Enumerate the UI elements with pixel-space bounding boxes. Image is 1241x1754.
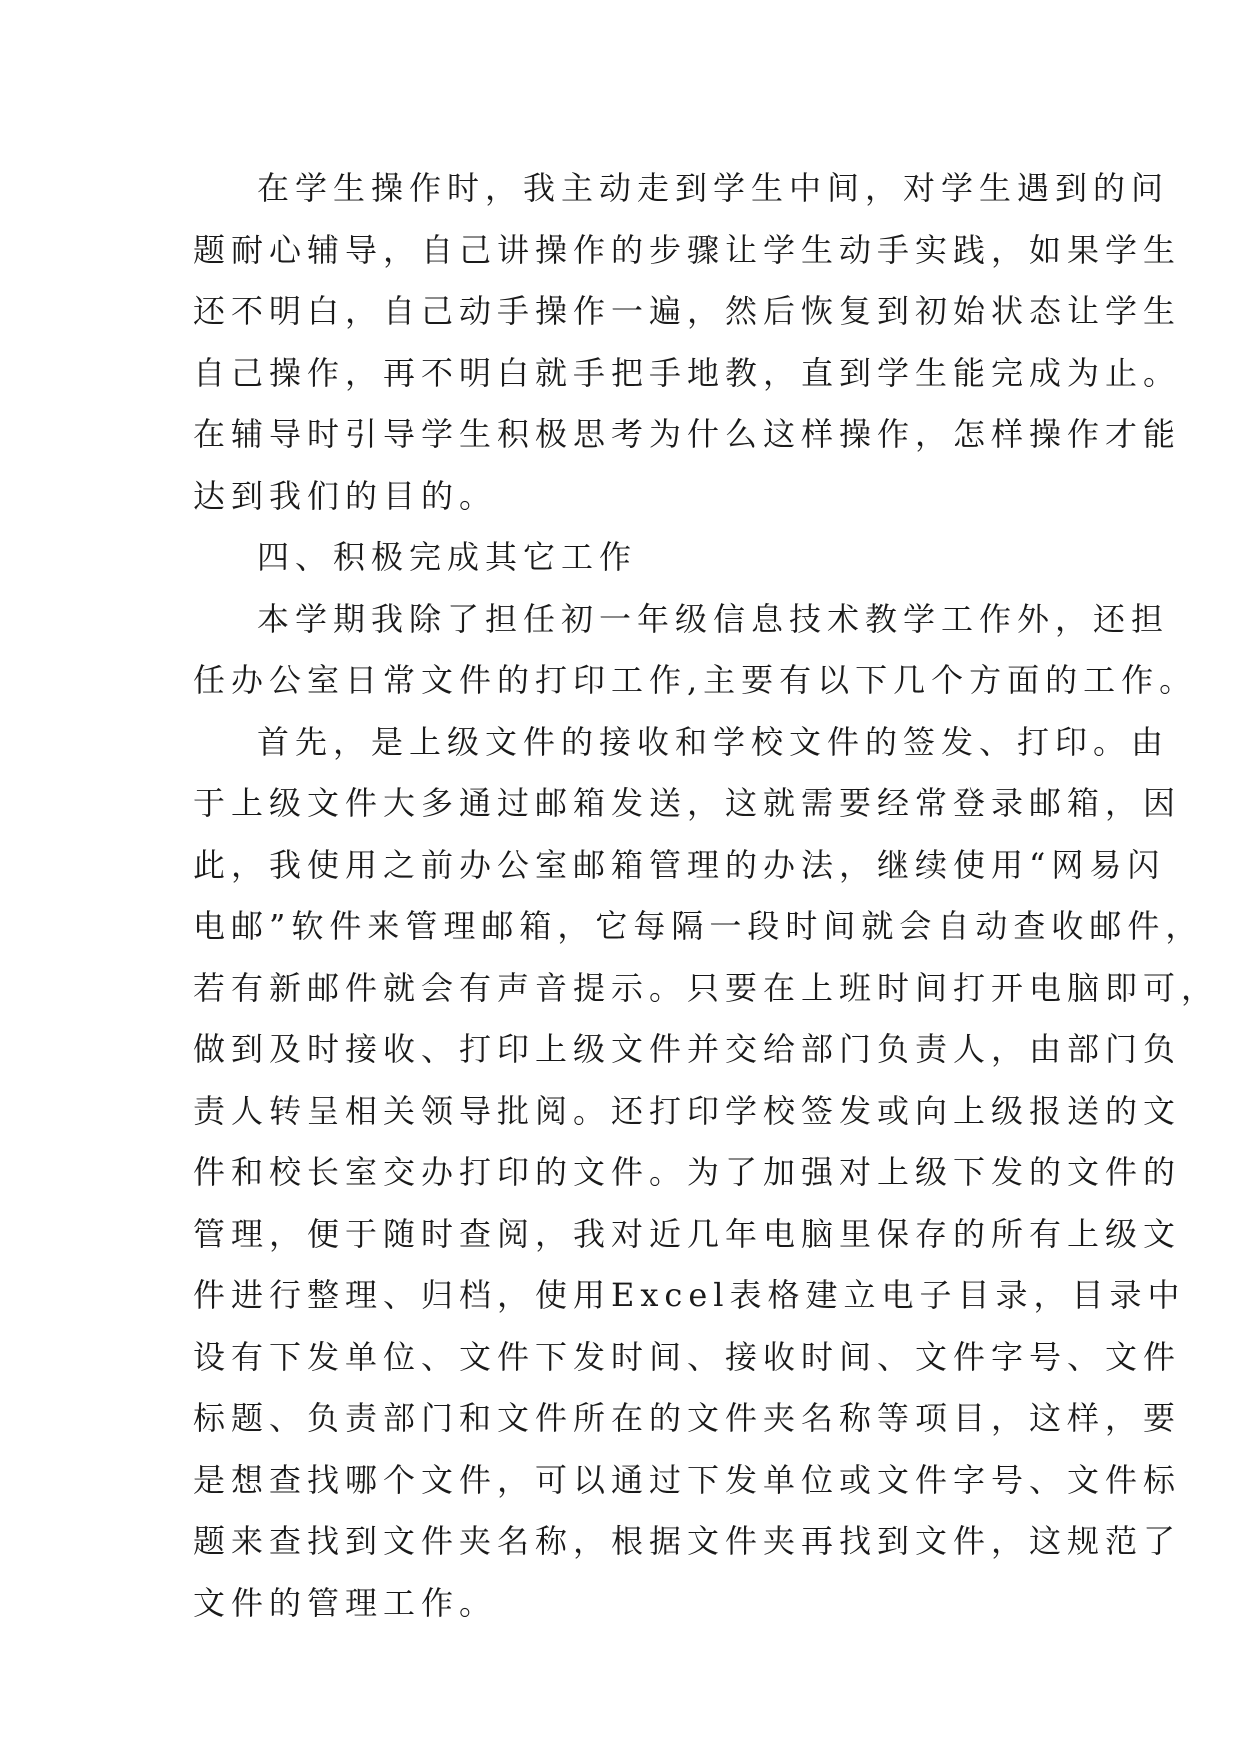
paragraph-line: 此，我使用之前办公室邮箱管理的办法，继续使用“网易闪 — [193, 845, 1166, 884]
paragraph-line: 件进行整理、归档，使用Excel表格建立电子目录，目录中 — [193, 1276, 1186, 1314]
paragraph-line: 题来查找到文件夹名称，根据文件夹再找到文件，这规范了 — [193, 1522, 1182, 1560]
paragraph-line: 首先，是上级文件的接收和学校文件的签发、打印。由 — [257, 722, 1170, 761]
paragraph-line: 达到我们的目的。 — [193, 476, 498, 515]
paragraph-line: 若有新邮件就会有声音提示。只要在上班时间打开电脑即可， — [193, 968, 1220, 1007]
paragraph-line: 在学生操作时，我主动走到学生中间，对学生遇到的问 — [257, 169, 1170, 207]
paragraph-line: 标题、负责部门和文件所在的文件夹名称等项目，这样，要 — [193, 1399, 1182, 1437]
section-heading — [193, 527, 1055, 589]
section-heading-text: 四、积极完成其它工作 — [257, 538, 638, 576]
paragraph-line: 是想查找哪个文件，可以通过下发单位或文件字号、文件标 — [193, 1460, 1182, 1499]
paragraph-line: 在辅导时引导学生积极思考为什么这样操作，怎样操作才能 — [193, 415, 1182, 453]
paragraph-line: 任办公室日常文件的打印工作,主要有以下几个方面的工作。 — [193, 661, 1198, 699]
paragraph-line: 管理，便于随时查阅，我对近几年电脑里保存的所有上级文 — [193, 1214, 1182, 1253]
paragraph-line: 题耐心辅导，自己讲操作的步骤让学生动手实践，如果学生 — [193, 230, 1182, 269]
paragraph-1 — [193, 158, 1182, 527]
paragraph-line: 设有下发单位、文件下发时间、接收时间、文件字号、文件 — [193, 1337, 1182, 1376]
paragraph-line: 自己操作，再不明白就手把手地教，直到学生能完成为止。 — [193, 353, 1182, 392]
paragraph-line: 件和校长室交办打印的文件。为了加强对上级下发的文件的 — [193, 1153, 1182, 1191]
paragraph-2 — [193, 589, 1198, 712]
paragraph-line: 于上级文件大多通过邮箱发送，这就需要经常登录邮箱，因 — [193, 784, 1182, 822]
document-body — [193, 158, 1220, 1634]
paragraph-line: 文件的管理工作。 — [193, 1583, 498, 1622]
paragraph-line: 电邮”软件来管理邮箱，它每隔一段时间就会自动查收邮件， — [193, 907, 1204, 945]
paragraph-3 — [193, 712, 1220, 1635]
paragraph-line: 做到及时接收、打印上级文件并交给部门负责人，由部门负 — [193, 1030, 1182, 1068]
paragraph-line: 责人转呈相关领导批阅。还打印学校签发或向上级报送的文 — [193, 1091, 1182, 1130]
paragraph-line: 本学期我除了担任初一年级信息技术教学工作外，还担 — [257, 599, 1170, 638]
paragraph-line: 还不明白，自己动手操作一遍，然后恢复到初始状态让学生 — [193, 292, 1182, 330]
